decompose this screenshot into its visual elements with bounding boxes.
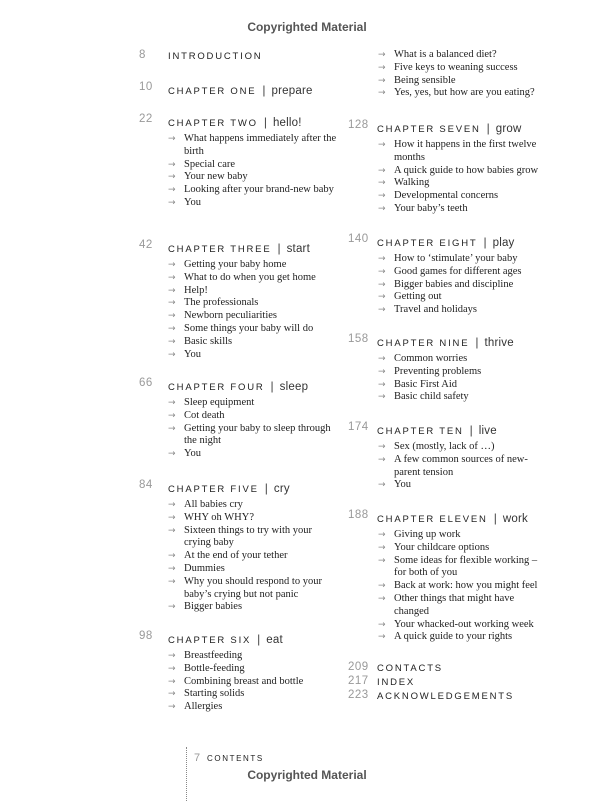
toc-page-number: 42 [139,239,153,251]
chapter-label: CHAPTER FOUR [168,382,265,393]
toc-chapter-heading[interactable] [168,632,283,646]
toc-section-item[interactable]: → Special care [168,159,338,172]
toc-section-list [378,139,550,216]
toc-chapter-heading[interactable] [377,423,497,437]
toc-section-item[interactable]: → You [168,349,338,362]
toc-chapter-heading[interactable] [377,511,528,525]
toc-section-item[interactable]: → Your childcare options [378,542,550,555]
toc-chapter-heading[interactable] [377,663,443,674]
toc-section-list [378,253,550,317]
toc-section-item[interactable]: → A quick guide to your rights [378,631,550,644]
toc-section-item[interactable]: → Developmental concerns [378,190,550,203]
toc-section-list [378,441,550,492]
toc-page-number: 223 [348,689,369,701]
toc-page-number: 158 [348,333,369,345]
toc-section-item[interactable]: → What is a balanced diet? [378,49,548,62]
toc-section-item[interactable]: → What happens immediately after the birth [168,133,338,159]
toc-section-item[interactable]: → Your whacked-out working week [378,619,550,632]
chapter-label: CHAPTER EIGHT [377,238,478,249]
heading-separator: | [270,379,274,393]
toc-page-number: 174 [348,421,369,433]
toc-chapter-heading[interactable] [377,235,515,249]
toc-page-number: 98 [139,630,153,642]
toc-section-item[interactable]: → Dummies [168,563,338,576]
toc-section-item[interactable]: → Giving up work [378,529,550,542]
toc-section-item[interactable]: → A quick guide to how babies grow [378,165,550,178]
toc-section-item[interactable]: → A few common sources of new-parent tension [378,454,550,480]
toc-section-item[interactable]: → Bottle-feeding [168,663,338,676]
heading-separator: | [486,121,490,135]
toc-page-number: 188 [348,509,369,521]
toc-section-item[interactable]: → Preventing problems [378,366,550,379]
chapter-title: eat [266,634,283,646]
toc-section-item[interactable]: → Cot death [168,410,338,423]
toc-page-number: 22 [139,113,153,125]
toc-section-list [168,133,338,210]
chapter-label: INTRODUCTION [168,51,263,62]
toc-section-item[interactable]: → Some ideas for flexible working – for both of you [378,555,550,581]
toc-section-item[interactable]: → Good games for different ages [378,266,550,279]
toc-section-item[interactable]: → Your baby’s teeth [378,203,550,216]
toc-section-item[interactable]: → Being sensible [378,75,548,88]
chapter-label: CHAPTER SIX [168,635,252,646]
toc-chapter-heading[interactable] [168,83,313,97]
heading-separator: | [475,335,479,349]
toc-chapter-heading[interactable] [168,379,308,393]
toc-section-item[interactable]: → You [168,197,338,210]
chapter-label: CHAPTER TWO [168,118,258,129]
toc-section-item[interactable]: → Bigger babies [168,601,338,614]
chapter-title: play [492,237,515,249]
toc-section-item[interactable]: → Some things your baby will do [168,323,338,336]
toc-section-item[interactable]: → Bigger babies and discipline [378,279,550,292]
toc-section-item[interactable]: → Sex (mostly, lack of …) [378,441,550,454]
chapter-label: CHAPTER ELEVEN [377,514,488,525]
chapter-label: CHAPTER TEN [377,426,464,437]
toc-section-item[interactable]: → Sleep equipment [168,397,338,410]
chapter-title: work [502,513,528,525]
heading-separator: | [263,115,267,129]
heading-separator: | [264,481,268,495]
toc-section-list [168,259,338,361]
toc-section-list [378,353,550,404]
toc-section-list [168,499,338,614]
toc-section-item[interactable]: → Combining breast and bottle [168,676,338,689]
heading-separator: | [493,511,497,525]
chapter-title: prepare [271,85,313,97]
running-footer-label: CONTENTS [207,754,264,763]
toc-section-item[interactable]: → Allergies [168,701,338,714]
heading-separator: | [257,632,261,646]
toc-section-item[interactable]: → You [378,479,550,492]
toc-section-item[interactable]: → Starting solids [168,688,338,701]
toc-section-item[interactable]: → Sixteen things to try with your crying baby [168,525,338,551]
toc-section-item[interactable]: → Travel and holidays [378,304,550,317]
toc-section-item[interactable]: → Getting your baby home [168,259,338,272]
toc-section-item[interactable]: → Basic First Aid [378,379,550,392]
toc-section-item[interactable]: → All babies cry [168,499,338,512]
heading-separator: | [277,241,281,255]
chapter-label: ACKNOWLEDGEMENTS [377,691,515,702]
toc-section-item[interactable]: → Five keys to weaning success [378,62,548,75]
toc-section-list [168,650,338,714]
toc-section-item[interactable]: → Looking after your brand-new baby [168,184,338,197]
toc-section-item[interactable]: → Getting your baby to sleep through the night [168,423,338,449]
toc-section-item[interactable]: → What to do when you get home [168,272,338,285]
toc-page-number: 140 [348,233,369,245]
toc-section-item[interactable]: → Help! [168,285,338,298]
toc-section-item[interactable]: → You [168,448,338,461]
watermark-top: Copyrighted Material [247,20,367,34]
toc-section-item[interactable]: → Newborn peculiarities [168,310,338,323]
toc-page-number: 8 [139,49,146,61]
toc-chapter-heading[interactable] [168,115,302,129]
chapter-title: cry [273,483,290,495]
toc-section-list [168,397,338,461]
toc-page-number: 128 [348,119,369,131]
toc-page-number: 209 [348,661,369,673]
watermark-bottom: Copyrighted Material [247,768,367,782]
toc-section-item[interactable]: → Common worries [378,353,550,366]
chapter-label: CONTACTS [377,663,443,674]
heading-separator: | [469,423,473,437]
toc-chapter-heading[interactable] [168,241,310,255]
toc-chapter-heading[interactable] [377,677,415,688]
toc-section-item[interactable]: → Other things that might have changed [378,593,550,619]
toc-section-list [378,529,550,644]
chapter-label: CHAPTER FIVE [168,484,259,495]
heading-separator: | [262,83,266,97]
toc-page-number: 10 [139,81,153,93]
toc-section-item[interactable]: → How it happens in the first twelve months [378,139,550,165]
toc-section-item[interactable]: → At the end of your tether [168,550,338,563]
chapter-title: sleep [279,381,309,393]
chapter-label: CHAPTER SEVEN [377,124,481,135]
toc-page-number: 66 [139,377,153,389]
chapter-label: CHAPTER NINE [377,338,470,349]
chapter-title: hello! [272,117,302,129]
page-number: 7 [194,752,201,764]
toc-chapter-heading[interactable] [377,691,514,702]
chapter-title: grow [495,123,522,135]
toc-chapter-heading[interactable] [168,51,262,62]
toc-section-item[interactable]: → Your new baby [168,171,338,184]
toc-section-item[interactable]: → The professionals [168,297,338,310]
toc-section-item[interactable]: → Breastfeeding [168,650,338,663]
toc-continued-list [378,49,548,100]
toc-section-item[interactable]: → WHY oh WHY? [168,512,338,525]
toc-chapter-heading[interactable] [377,121,522,135]
chapter-title: thrive [484,337,514,349]
chapter-title: start [286,243,310,255]
toc-section-item[interactable]: → Walking [378,177,550,190]
toc-section-item[interactable]: → How to ‘stimulate’ your baby [378,253,550,266]
chapter-title: live [478,425,497,437]
toc-section-item[interactable]: → Back at work: how you might feel [378,580,550,593]
chapter-label: CHAPTER ONE [168,86,257,97]
heading-separator: | [483,235,487,249]
toc-section-item[interactable]: → Yes, yes, but how are you eating? [378,87,548,100]
toc-section-item[interactable]: → Why you should respond to your baby’s crying but not panic [168,576,338,602]
chapter-label: INDEX [377,677,416,688]
toc-section-item[interactable]: → Basic child safety [378,391,550,404]
toc-chapter-heading[interactable] [168,481,290,495]
toc-section-item[interactable]: → Basic skills [168,336,338,349]
chapter-label: CHAPTER THREE [168,244,272,255]
toc-page-number: 84 [139,479,153,491]
toc-chapter-heading[interactable] [377,335,514,349]
toc-section-item[interactable]: → Getting out [378,291,550,304]
toc-page-number: 217 [348,675,369,687]
